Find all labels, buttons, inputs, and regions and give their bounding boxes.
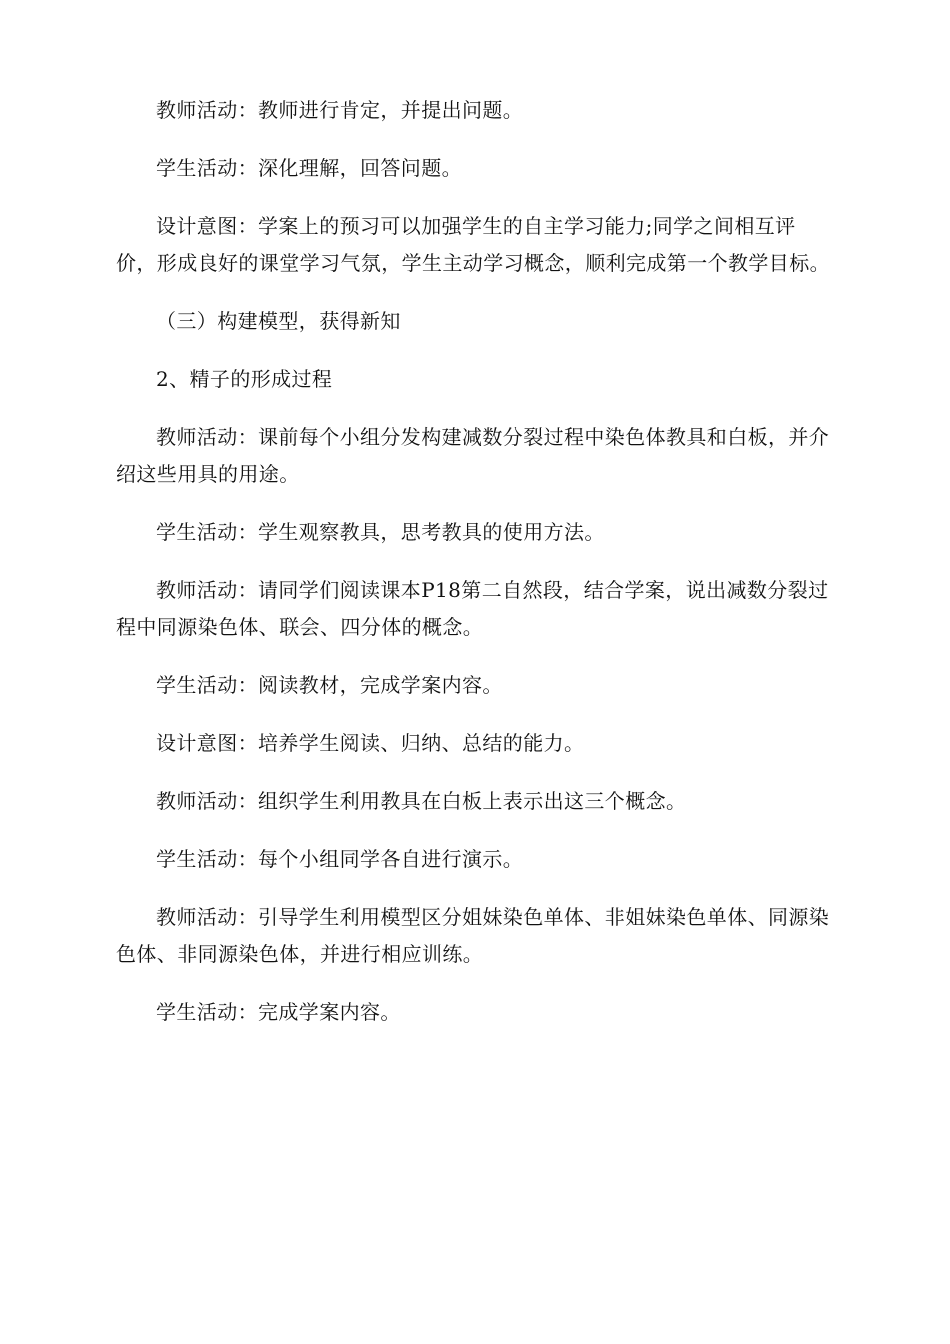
paragraph-teacher-read: 教师活动：请同学们阅读课本P18第二自然段，结合学案，说出减数分裂过程中同源染色体、联会、四分体的概念。 <box>116 578 829 639</box>
paragraph-design-intent-2: 设计意图：培养学生阅读、归纳、总结的能力。 <box>156 731 585 755</box>
paragraph-teacher-guide: 教师活动：引导学生利用模型区分姐妹染色单体、非姐妹染色单体、同源染色体、非同源染色体，并进行相应训练。 <box>116 905 830 966</box>
paragraph-student-deepen: 学生活动：深化理解，回答问题。 <box>156 156 462 180</box>
paragraph-gap <box>116 878 836 899</box>
paragraph-gap <box>116 187 836 208</box>
paragraph-gap <box>116 282 836 303</box>
paragraph-gap <box>116 704 836 725</box>
paragraph-teacher-affirm: 教师活动：教师进行肯定，并提出问题。 <box>156 98 524 122</box>
paragraph-student-observe: 学生活动：学生观察教具，思考教具的使用方法。 <box>156 520 605 544</box>
paragraph-gap <box>116 340 836 361</box>
paragraph-gap <box>116 820 836 841</box>
paragraph-gap <box>116 762 836 783</box>
paragraph-gap <box>116 493 836 514</box>
paragraph-gap <box>116 646 836 667</box>
paragraph-student-demo: 学生活动：每个小组同学各自进行演示。 <box>156 847 524 871</box>
paragraph-gap <box>116 398 836 419</box>
paragraph-teacher-distribute: 教师活动：课前每个小组分发构建减数分裂过程中染色体教具和白板，并介绍这些用具的用途。 <box>116 425 830 486</box>
paragraph-design-intent-1: 设计意图：学案上的预习可以加强学生的自主学习能力;同学之间相互评价，形成良好的课堂学习气氛，学生主动学习概念，顺利完成第一个教学目标。 <box>116 214 830 275</box>
paragraph-gap <box>116 551 836 572</box>
paragraph-student-read: 学生活动：阅读教材，完成学案内容。 <box>156 673 503 697</box>
paragraph-gap <box>116 973 836 994</box>
document-body <box>116 92 836 1031</box>
paragraph-student-complete: 学生活动：完成学案内容。 <box>156 1000 401 1024</box>
paragraph-teacher-organize: 教师活动：组织学生利用教具在白板上表示出这三个概念。 <box>156 789 687 813</box>
subsection-heading-sperm-formation: 2、精子的形成过程 <box>156 367 333 391</box>
section-heading-build-model: （三）构建模型，获得新知 <box>156 309 401 333</box>
paragraph-gap <box>116 129 836 150</box>
